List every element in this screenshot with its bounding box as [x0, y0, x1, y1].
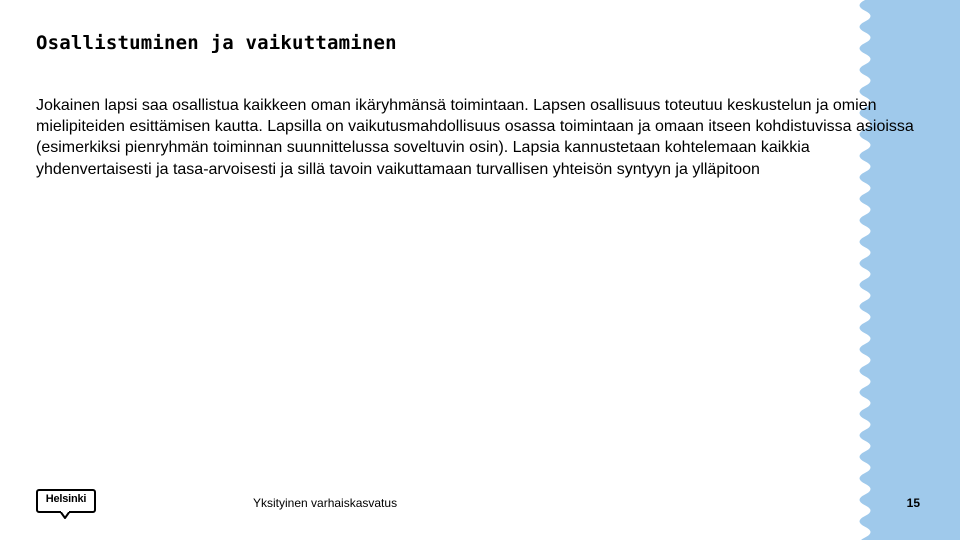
- helsinki-logo: [36, 489, 100, 521]
- body-text: Jokainen lapsi saa osallistua kaikkeen oman ikäryhmänsä toimintaan. Lapsen osallisuus toteutuu keskustelun ja omien mielipiteiden esittämisen kautta. Lapsilla on vaikutusmahdollisuus osassa toimintaan ja omaan itseen kohdistuvissa asioissa (esimerkiksi pienryhmän toiminnan suunnittelussa soveltuvin osin). Lapsia kannustetaan kohtelemaan kaikkia yhdenvertaisesti ja tasa-arvoisesti ja sillä tavoin vaikuttamaan turvallisen yhteisön syntyyn ja ylläpitoon: [36, 97, 914, 178]
- logo-notch-icon: [60, 511, 70, 519]
- wavy-edge-decoration: [850, 0, 960, 540]
- logo-text: Helsinki: [45, 493, 87, 505]
- footer-text: Yksityinen varhaiskasvatus: [253, 496, 398, 510]
- slide-title: Osallistuminen ja vaikuttaminen: [36, 32, 397, 54]
- page-number: 15: [906, 496, 920, 510]
- wave-shape: [860, 0, 960, 540]
